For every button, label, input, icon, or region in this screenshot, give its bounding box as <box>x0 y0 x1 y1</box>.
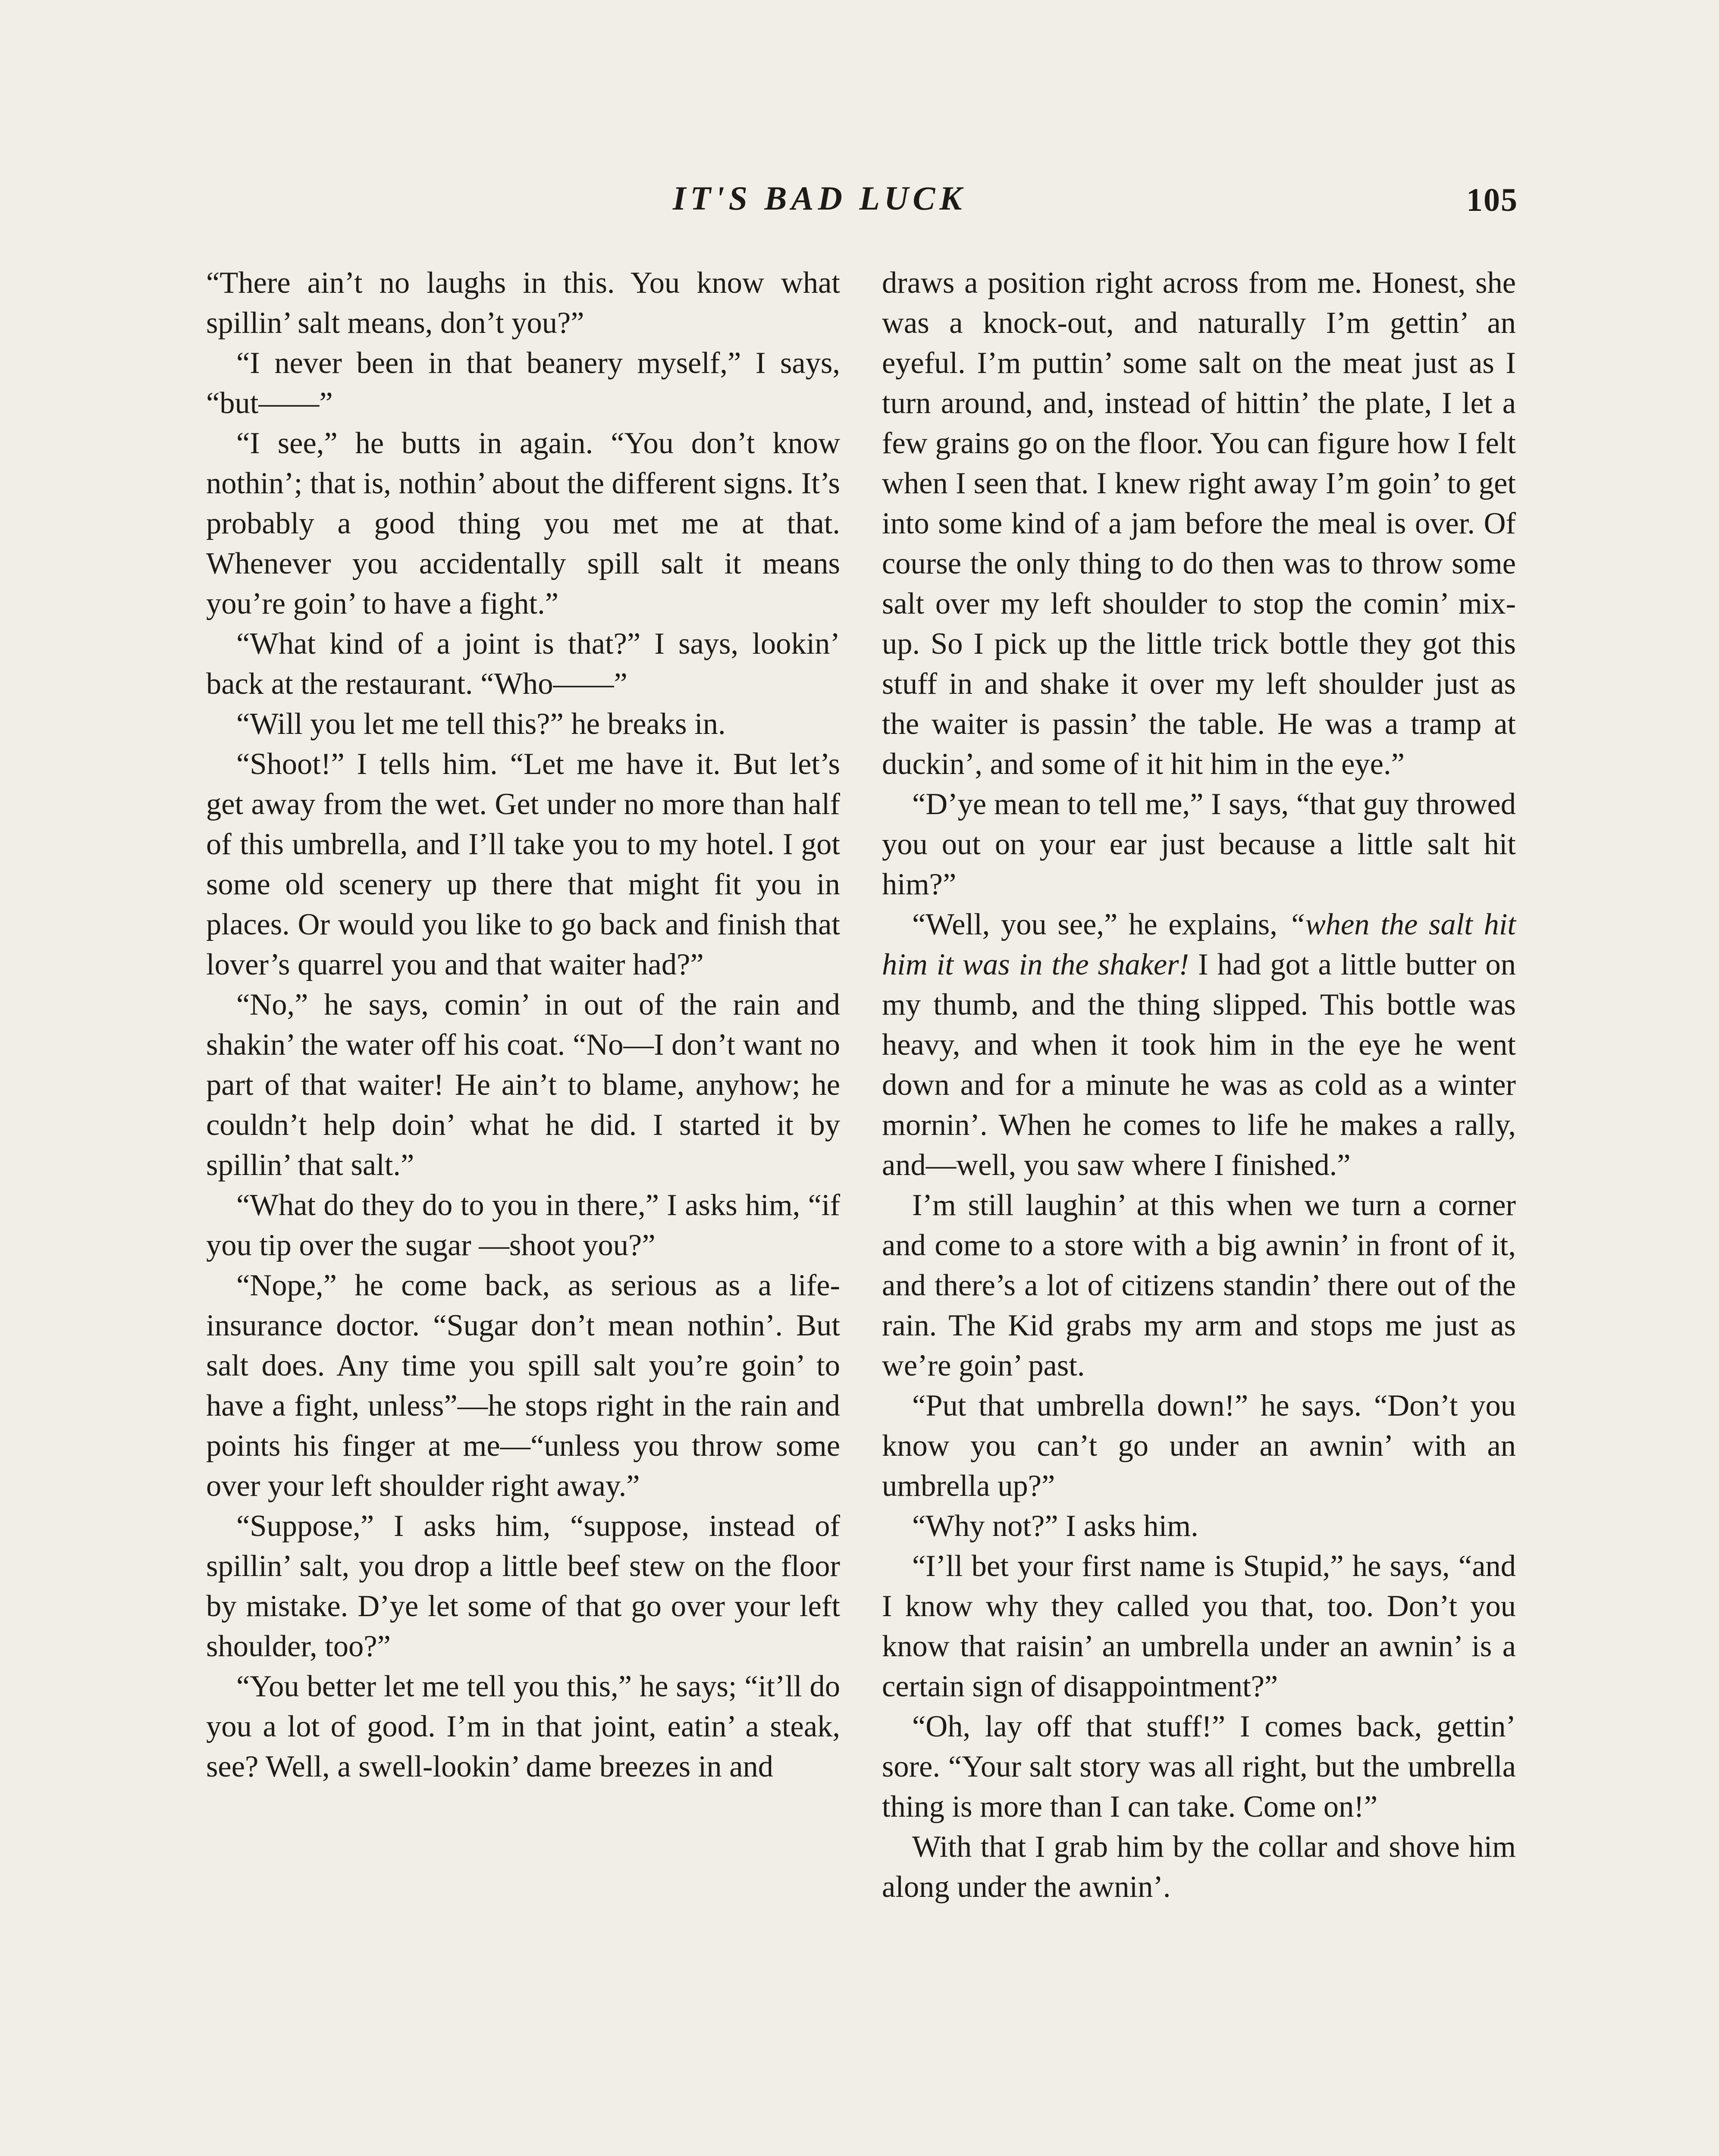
paragraph: I’m still laughin’ at this when we turn a corner and come to a store with a big awnin’ in front of it, and there’s a lot of citizens standin’ there out of the rain. The Kid grabs my arm and stops me just as we’re goin’ past. <box>882 1188 1516 1382</box>
paragraph: “I’ll bet your first name is Stupid,” he says, “and I know why they called you that, too. Don’t you know that raisin’ an umbrella under an awnin’ is a certain sign of disappointment?” <box>882 1549 1516 1703</box>
paragraph: “What do they do to you in there,” I asks him, “if you tip over the sugar —shoot you?” <box>206 1188 840 1262</box>
paragraph: “You better let me tell you this,” he says; “it’ll do you a lot of good. I’m in that joint, eatin’ a steak, see? Well, a swell-lookin’ dame breezes in and <box>206 1670 840 1783</box>
paragraph: “There ain’t no laughs in this. You know what spillin’ salt means, don’t you?” <box>206 266 840 340</box>
paragraph: “Oh, lay off that stuff!” I comes back, gettin’ sore. “Your salt story was all right, but the umbrella thing is more than I can take. Come on!” <box>882 1710 1516 1824</box>
page-header <box>0 179 1719 226</box>
right-column <box>882 263 1516 1907</box>
paragraph: “Shoot!” I tells him. “Let me have it. But let’s get away from the wet. Get under no more than half of this umbrella, and I’ll take you to my hotel. I got some old scenery up there that might fit you in places. Or would you like to go back and finish that lover’s quarrel you and that waiter had?” <box>206 747 840 981</box>
paragraph: “Why not?” I asks him. <box>912 1509 1198 1543</box>
paragraph: “I never been in that beanery myself,” I says, “but——” <box>206 346 840 420</box>
text-run: “Well, you see,” he explains, <box>912 908 1289 941</box>
italic-emphasis: “when the salt hit him it was in the shaker! <box>882 908 1516 981</box>
paragraph-with-emphasis <box>882 905 1516 1185</box>
paragraph: “I see,” he butts in again. “You don’t know nothin’; that is, nothin’ about the different signs. It’s probably a good thing you met me at that. Whenever you accidentally spill salt it means you’re goin’ to have a fight.” <box>206 426 840 620</box>
paragraph: “What kind of a joint is that?” I says, lookin’ back at the restaurant. “Who——” <box>206 627 840 701</box>
paragraph: draws a position right across from me. Honest, she was a knock-out, and naturally I’m gettin’ an eyeful. I’m puttin’ some salt on the meat just as I turn around, and, instead of hittin’ the plate, I let a few grains go on the floor. You can figure how I felt when I seen that. I knew right away I’m goin’ to get into some kind of a jam before the meal is over. Of course the only thing to do then was to throw some salt over my left shoulder to stop the comin’ mix-up. So I pick up the little trick bottle they got this stuff in and shake it over my left shoulder just as the waiter is passin’ the table. He was a tramp at duckin’, and some of it hit him in the eye.” <box>882 266 1516 781</box>
paragraph: With that I grab him by the collar and shove him along under the awnin’. <box>882 1830 1516 1904</box>
paragraph: “Nope,” he come back, as serious as a life-insurance doctor. “Sugar don’t mean nothin’. But salt does. Any time you spill salt you’re goin’ to have a fight, unless”—he stops right in the rain and points his finger at me—“unless you throw some over your left shoulder right away.” <box>206 1269 840 1503</box>
paragraph: “D’ye mean to tell me,” I says, “that guy throwed you out on your ear just because a little salt hit him?” <box>882 787 1516 901</box>
paragraph: “No,” he says, comin’ in out of the rain and shakin’ the water off his coat. “No—I don’t want no part of that waiter! He ain’t to blame, anyhow; he couldn’t help doin’ what he did. I started it by spillin’ that salt.” <box>206 988 840 1182</box>
page-number: 105 <box>1466 182 1518 218</box>
left-column <box>206 263 840 1787</box>
paragraph: “Suppose,” I asks him, “suppose, instead of spillin’ salt, you drop a little beef stew on the floor by mistake. D’ye let some of that go over your left shoulder, too?” <box>206 1509 840 1663</box>
paragraph: “Put that umbrella down!” he says. “Don’t you know you can’t go under an awnin’ with an umbrella up?” <box>882 1389 1516 1503</box>
paragraph: “Will you let me tell this?” he breaks in. <box>236 707 726 741</box>
running-title: IT'S BAD LUCK <box>673 179 966 217</box>
text-run: I had got a little butter on my thumb, and the thing slipped. This bottle was heavy, and when it took him in the eye he went down and for a minute he was as cold as a winter mornin’. When he comes to life he makes a rally, and—well, you saw where I finished.” <box>882 948 1516 1182</box>
